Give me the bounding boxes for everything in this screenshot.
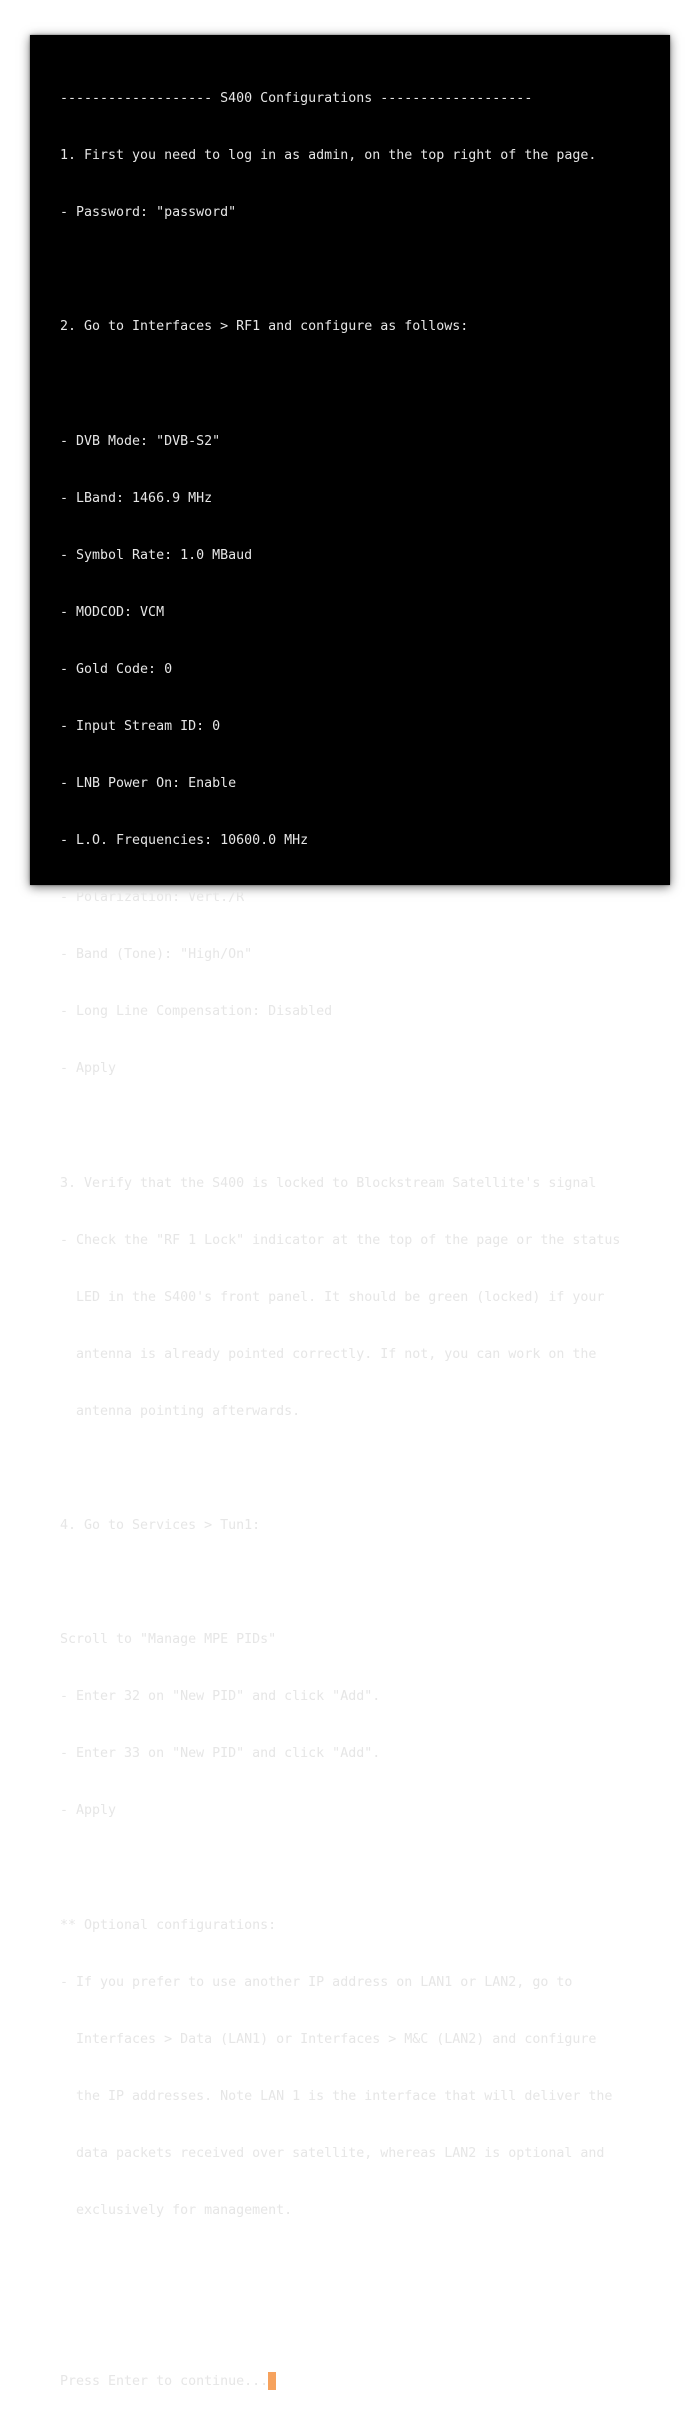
terminal-line: 2. Go to Interfaces > RF1 and configure as follows: <box>60 319 469 335</box>
terminal-window[interactable] <box>30 35 670 2390</box>
terminal-line: 4. Go to Services > Tun1: <box>60 1518 261 1534</box>
terminal-line: - L.O. Frequencies: 10600.0 MHz <box>60 833 309 849</box>
terminal-line <box>60 2258 662 2277</box>
terminal-line: - LNB Power On: Enable <box>60 776 237 791</box>
terminal-line: - Long Line Compensation: Disabled <box>60 1004 333 1020</box>
continue-prompt-text: Press Enter to continue... <box>60 2374 269 2390</box>
terminal-line <box>60 1116 662 1135</box>
terminal-line: ------------------- S400 Configurations ------------------- <box>60 91 533 107</box>
terminal-line <box>60 1858 662 1877</box>
terminal-line: 1. First you need to log in as admin, on the top right of the page. <box>60 148 597 164</box>
continue-prompt[interactable] <box>60 2372 662 2391</box>
terminal-line: antenna pointing afterwards. <box>60 1403 301 1419</box>
terminal-output <box>60 51 662 2390</box>
terminal-line: exclusively for management. <box>60 2202 293 2218</box>
terminal-line: - DVB Mode: "DVB-S2" <box>60 433 221 449</box>
terminal-line: - MODCOD: VCM <box>60 604 165 620</box>
terminal-line <box>60 1573 662 1592</box>
terminal-line: antenna is already pointed correctly. If not, you can work on the <box>60 1346 597 1362</box>
terminal-line <box>60 1459 662 1478</box>
terminal-line: - LBand: 1466.9 MHz <box>60 490 213 506</box>
terminal-line: - If you prefer to use another IP address on LAN1 or LAN2, go to <box>60 1974 573 1990</box>
terminal-line: - Polarization: Vert./R <box>60 890 245 906</box>
terminal-line: - Password: "password" <box>60 205 237 221</box>
terminal-line: - Apply <box>60 1061 117 1077</box>
terminal-line: the IP addresses. Note LAN 1 is the interface that will deliver the <box>60 2088 613 2104</box>
terminal-line: Interfaces > Data (LAN1) or Interfaces > M&C (LAN2) and configure <box>60 2031 597 2047</box>
terminal-line: - Check the "RF 1 Lock" indicator at the top of the page or the status <box>60 1232 621 1248</box>
terminal-line <box>60 2315 662 2334</box>
terminal-line: 3. Verify that the S400 is locked to Blockstream Satellite's signal <box>60 1175 597 1191</box>
terminal-line: - Enter 33 on "New PID" and click "Add". <box>60 1746 381 1762</box>
terminal-line: LED in the S400's front panel. It should be green (locked) if your <box>60 1289 605 1305</box>
terminal-line: - Symbol Rate: 1.0 MBaud <box>60 547 253 563</box>
terminal-line: - Band (Tone): "High/On" <box>60 947 253 963</box>
terminal-line: - Gold Code: 0 <box>60 661 173 677</box>
terminal-line <box>60 374 662 393</box>
terminal-line: ** Optional configurations: <box>60 1917 277 1933</box>
terminal-line <box>60 260 662 279</box>
terminal-line: - Input Stream ID: 0 <box>60 718 221 734</box>
text-cursor <box>268 2372 276 2390</box>
terminal-line: data packets received over satellite, whereas LAN2 is optional and <box>60 2145 605 2161</box>
terminal-line: Scroll to "Manage MPE PIDs" <box>60 1632 277 1648</box>
terminal-line: - Enter 32 on "New PID" and click "Add". <box>60 1689 381 1705</box>
terminal-line: - Apply <box>60 1803 117 1819</box>
